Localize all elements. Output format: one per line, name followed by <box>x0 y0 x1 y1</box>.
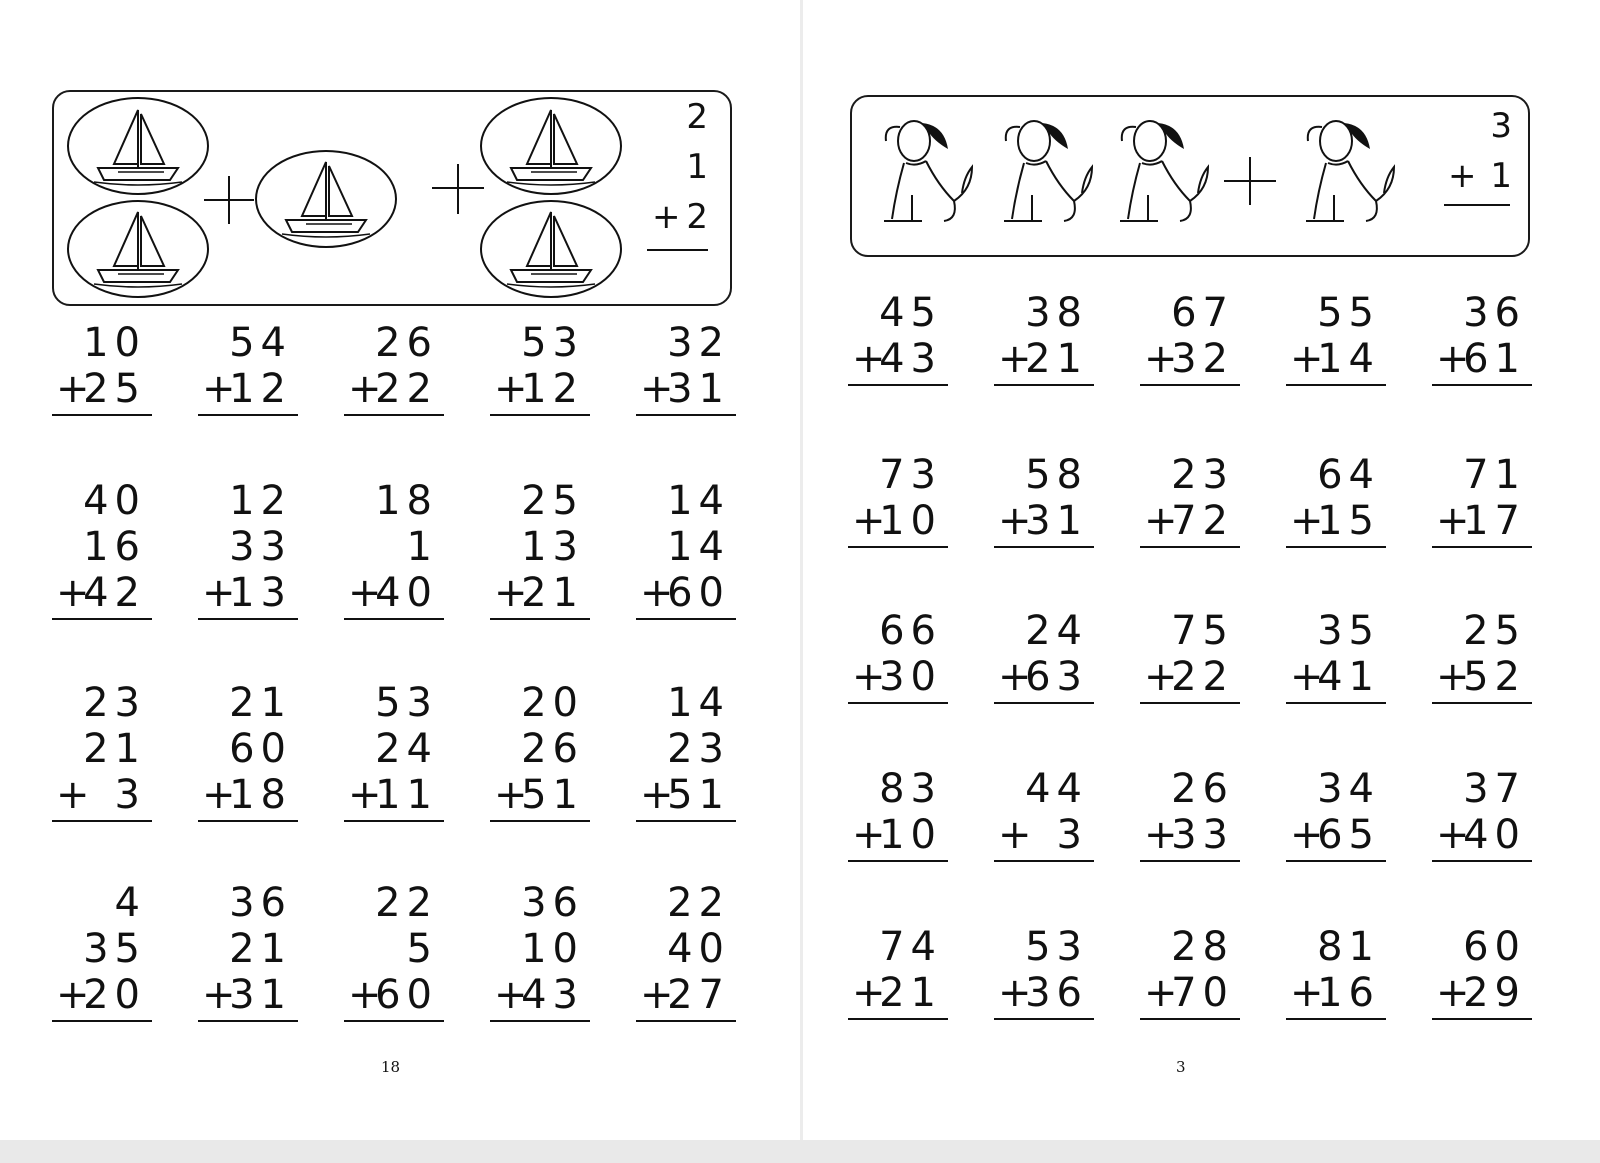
addition-problem <box>490 680 590 822</box>
answer-line <box>1432 384 1532 386</box>
addend: 3 <box>1056 812 1088 858</box>
answer-line <box>198 414 298 416</box>
addition-problem <box>1140 290 1240 386</box>
addend: 54 <box>229 320 292 366</box>
answer-line <box>1286 384 1386 386</box>
plus-sign: + <box>56 366 90 412</box>
addend: 22 <box>375 366 438 412</box>
addend: 66 <box>879 608 942 654</box>
plus-sign: + <box>998 970 1032 1016</box>
plus-sign: + <box>640 772 674 818</box>
addend: 71 <box>1463 452 1526 498</box>
answer-line <box>344 618 444 620</box>
addend: 61 <box>1463 336 1526 382</box>
addend: 31 <box>1025 498 1088 544</box>
plus-sign: + <box>1290 812 1324 858</box>
answer-line <box>52 414 152 416</box>
addition-problem <box>994 290 1094 386</box>
addition-problem <box>994 766 1094 862</box>
addend: 21 <box>879 970 942 1016</box>
plus-sign: + <box>998 336 1032 382</box>
answer-line <box>848 860 948 862</box>
addition-problem <box>52 880 152 1022</box>
answer-line <box>994 702 1094 704</box>
addend: 17 <box>1463 498 1526 544</box>
addend: 21 <box>521 570 584 616</box>
plus-sign: + <box>640 366 674 412</box>
plus-sign: + <box>1144 970 1178 1016</box>
addend: 26 <box>521 726 584 772</box>
addition-problem <box>1286 452 1386 548</box>
addend: 70 <box>1171 970 1234 1016</box>
plus-sign: + <box>1436 970 1470 1016</box>
addend: 16 <box>83 524 146 570</box>
addend: 60 <box>229 726 292 772</box>
addition-problem <box>344 680 444 822</box>
plus-sign: + <box>202 366 236 412</box>
plus-sign: + <box>1290 336 1324 382</box>
addition-problem <box>848 452 948 548</box>
addition-problem <box>636 320 736 416</box>
answer-line <box>848 546 948 548</box>
addend: 33 <box>1171 812 1234 858</box>
plus-sign: + <box>348 366 382 412</box>
answer-line <box>1286 1018 1386 1020</box>
addend: 22 <box>667 880 730 926</box>
plus-sign: + <box>494 570 528 616</box>
answer-line <box>490 414 590 416</box>
addend: 44 <box>1025 766 1088 812</box>
addend: 83 <box>879 766 942 812</box>
addend: 21 <box>229 926 292 972</box>
addition-problem <box>198 478 298 620</box>
answer-line <box>994 384 1094 386</box>
addition-problem <box>52 320 152 416</box>
plus-sign: + <box>652 197 681 237</box>
addend: 60 <box>1463 924 1526 970</box>
plus-sign: + <box>56 570 90 616</box>
addition-problem <box>344 478 444 620</box>
addend: 25 <box>83 366 146 412</box>
boat-example-addends <box>638 92 708 242</box>
answer-line <box>344 820 444 822</box>
addend: 14 <box>667 680 730 726</box>
addend: 12 <box>229 478 292 524</box>
addition-problem <box>344 320 444 416</box>
addend: 31 <box>229 972 292 1018</box>
addend: 26 <box>375 320 438 366</box>
addend: 63 <box>1025 654 1088 700</box>
plus-sign: + <box>852 812 886 858</box>
addend: 37 <box>1463 766 1526 812</box>
addend: 10 <box>879 498 942 544</box>
addend: 72 <box>1171 498 1234 544</box>
answer-line <box>1140 384 1240 386</box>
addend: 14 <box>667 478 730 524</box>
addend: 22 <box>375 880 438 926</box>
addend: 52 <box>1463 654 1526 700</box>
addition-problem <box>490 880 590 1022</box>
answer-line <box>1140 546 1240 548</box>
addend: 24 <box>375 726 438 772</box>
plus-sign: + <box>852 336 886 382</box>
addend: 36 <box>1025 970 1088 1016</box>
answer-line <box>490 820 590 822</box>
addend: 81 <box>1317 924 1380 970</box>
addend: 65 <box>1317 812 1380 858</box>
addend: 32 <box>1171 336 1234 382</box>
answer-line <box>1432 546 1532 548</box>
addend: 27 <box>667 972 730 1018</box>
addend: 1 <box>406 524 438 570</box>
addition-problem <box>1432 608 1532 704</box>
addend: 36 <box>229 880 292 926</box>
plus-sign: + <box>56 972 90 1018</box>
answer-line <box>848 702 948 704</box>
addition-problem <box>1286 608 1386 704</box>
plus-sign: + <box>1436 654 1470 700</box>
addend: 73 <box>879 452 942 498</box>
addition-problem <box>994 924 1094 1020</box>
answer-line <box>994 546 1094 548</box>
addend: 35 <box>1317 608 1380 654</box>
example-addend: 2 <box>686 197 708 237</box>
answer-line <box>52 618 152 620</box>
addend: 75 <box>1171 608 1234 654</box>
answer-line <box>636 1020 736 1022</box>
dog-example-addends <box>1442 101 1512 201</box>
addend: 74 <box>879 924 942 970</box>
addend: 42 <box>83 570 146 616</box>
addend: 24 <box>1025 608 1088 654</box>
addition-problem <box>52 680 152 822</box>
addend: 23 <box>667 726 730 772</box>
answer-line <box>1140 1018 1240 1020</box>
plus-sign: + <box>348 570 382 616</box>
addend: 34 <box>1317 766 1380 812</box>
plus-sign: + <box>852 970 886 1016</box>
addition-problem <box>1140 766 1240 862</box>
addend: 20 <box>83 972 146 1018</box>
answer-line <box>1286 860 1386 862</box>
addend: 31 <box>667 366 730 412</box>
dog-example-panel <box>850 95 1530 257</box>
plus-sign: + <box>348 972 382 1018</box>
addition-problem <box>1140 452 1240 548</box>
page-number-left: 18 <box>381 1058 401 1076</box>
addend: 15 <box>1317 498 1380 544</box>
addition-problem <box>198 880 298 1022</box>
dog-pictures <box>852 97 1528 255</box>
plus-sign: + <box>640 972 674 1018</box>
addend: 58 <box>1025 452 1088 498</box>
addition-problem <box>490 478 590 620</box>
addend: 43 <box>521 972 584 1018</box>
addition-problem <box>1432 924 1532 1020</box>
addend: 11 <box>375 772 438 818</box>
answer-line <box>344 1020 444 1022</box>
plus-sign: + <box>1144 498 1178 544</box>
addition-problem <box>994 608 1094 704</box>
scan-edge <box>0 1140 1600 1163</box>
addend: 40 <box>83 478 146 524</box>
answer-line <box>848 1018 948 1020</box>
addend: 5 <box>406 926 438 972</box>
addend: 12 <box>229 366 292 412</box>
plus-sign: + <box>1290 654 1324 700</box>
addition-problem <box>994 452 1094 548</box>
plus-sign: + <box>56 772 90 818</box>
addend: 41 <box>1317 654 1380 700</box>
addend: 16 <box>1317 970 1380 1016</box>
addition-problem <box>848 290 948 386</box>
plus-sign: + <box>1436 498 1470 544</box>
plus-sign: + <box>852 498 886 544</box>
addition-problem <box>1286 924 1386 1020</box>
answer-line <box>636 618 736 620</box>
plus-sign: + <box>202 772 236 818</box>
plus-sign: + <box>1144 812 1178 858</box>
addend: 51 <box>667 772 730 818</box>
addition-problem <box>1286 766 1386 862</box>
addition-problem <box>848 766 948 862</box>
addend: 60 <box>667 570 730 616</box>
addition-problem <box>1140 608 1240 704</box>
plus-sign: + <box>998 812 1032 858</box>
addend: 4 <box>114 880 146 926</box>
answer-line <box>848 384 948 386</box>
addend: 13 <box>229 570 292 616</box>
addition-problem <box>198 680 298 822</box>
plus-sign: + <box>1290 970 1324 1016</box>
addition-problem <box>636 880 736 1022</box>
plus-sign: + <box>1144 654 1178 700</box>
plus-sign: + <box>640 570 674 616</box>
addend: 28 <box>1171 924 1234 970</box>
addend: 51 <box>521 772 584 818</box>
boat-pictures <box>54 92 730 304</box>
addition-problem <box>636 478 736 620</box>
plus-sign: + <box>202 972 236 1018</box>
plus-sign: + <box>494 772 528 818</box>
addition-problem <box>490 320 590 416</box>
boat-example-panel <box>52 90 732 306</box>
addition-problem <box>1286 290 1386 386</box>
answer-line <box>994 860 1094 862</box>
plus-sign: + <box>1144 336 1178 382</box>
answer-line <box>490 1020 590 1022</box>
addend: 64 <box>1317 452 1380 498</box>
addend: 35 <box>83 926 146 972</box>
addend: 13 <box>521 524 584 570</box>
addend: 32 <box>667 320 730 366</box>
answer-line <box>1432 702 1532 704</box>
addend: 21 <box>1025 336 1088 382</box>
addend: 29 <box>1463 970 1526 1016</box>
addend: 36 <box>1463 290 1526 336</box>
addend: 22 <box>1171 654 1234 700</box>
addend: 40 <box>1463 812 1526 858</box>
answer-line <box>1432 1018 1532 1020</box>
addition-problem <box>1432 766 1532 862</box>
addend: 18 <box>229 772 292 818</box>
addend: 40 <box>667 926 730 972</box>
plus-sign: + <box>348 772 382 818</box>
addend: 55 <box>1317 290 1380 336</box>
example-addend: 1 <box>1490 156 1512 196</box>
addend: 3 <box>114 772 146 818</box>
addend: 38 <box>1025 290 1088 336</box>
addend: 33 <box>229 524 292 570</box>
addend: 60 <box>375 972 438 1018</box>
addition-problem <box>1432 452 1532 548</box>
addend: 23 <box>83 680 146 726</box>
addend: 25 <box>1463 608 1526 654</box>
addend: 12 <box>521 366 584 412</box>
addition-problem <box>344 880 444 1022</box>
answer-line <box>52 1020 152 1022</box>
example-addend: 2 <box>686 97 708 137</box>
addition-problem <box>52 478 152 620</box>
addend: 14 <box>1317 336 1380 382</box>
plus-sign: + <box>1290 498 1324 544</box>
plus-sign: + <box>1448 156 1477 196</box>
answer-line <box>198 618 298 620</box>
answer-line <box>344 414 444 416</box>
addend: 53 <box>1025 924 1088 970</box>
example-addend: 3 <box>1490 106 1512 146</box>
addend: 40 <box>375 570 438 616</box>
addend: 43 <box>879 336 942 382</box>
addend: 45 <box>879 290 942 336</box>
example-addend: 1 <box>686 147 708 187</box>
addend: 53 <box>375 680 438 726</box>
answer-line <box>636 820 736 822</box>
answer-line <box>198 1020 298 1022</box>
addend: 21 <box>229 680 292 726</box>
addend: 14 <box>667 524 730 570</box>
addend: 30 <box>879 654 942 700</box>
addend: 26 <box>1171 766 1234 812</box>
plus-sign: + <box>202 570 236 616</box>
answer-line <box>1286 546 1386 548</box>
page-number-right: 3 <box>1176 1058 1186 1076</box>
plus-sign: + <box>494 972 528 1018</box>
plus-sign: + <box>998 654 1032 700</box>
addition-problem <box>848 924 948 1020</box>
answer-line <box>198 820 298 822</box>
answer-line <box>636 414 736 416</box>
addend: 18 <box>375 478 438 524</box>
answer-line <box>1286 702 1386 704</box>
addition-problem <box>1432 290 1532 386</box>
addition-problem <box>1140 924 1240 1020</box>
addition-problem <box>848 608 948 704</box>
plus-sign: + <box>494 366 528 412</box>
addend: 10 <box>83 320 146 366</box>
answer-line <box>1432 860 1532 862</box>
addend: 21 <box>83 726 146 772</box>
addend: 53 <box>521 320 584 366</box>
answer-line <box>1140 702 1240 704</box>
addend: 10 <box>879 812 942 858</box>
plus-sign: + <box>998 498 1032 544</box>
addend: 25 <box>521 478 584 524</box>
addend: 36 <box>521 880 584 926</box>
plus-sign: + <box>1436 812 1470 858</box>
plus-sign: + <box>852 654 886 700</box>
addend: 67 <box>1171 290 1234 336</box>
answer-line <box>1140 860 1240 862</box>
addition-problem <box>636 680 736 822</box>
addition-problem <box>198 320 298 416</box>
answer-line <box>994 1018 1094 1020</box>
addend: 23 <box>1171 452 1234 498</box>
plus-sign: + <box>1436 336 1470 382</box>
addend: 20 <box>521 680 584 726</box>
answer-line <box>490 618 590 620</box>
addend: 10 <box>521 926 584 972</box>
answer-line <box>52 820 152 822</box>
